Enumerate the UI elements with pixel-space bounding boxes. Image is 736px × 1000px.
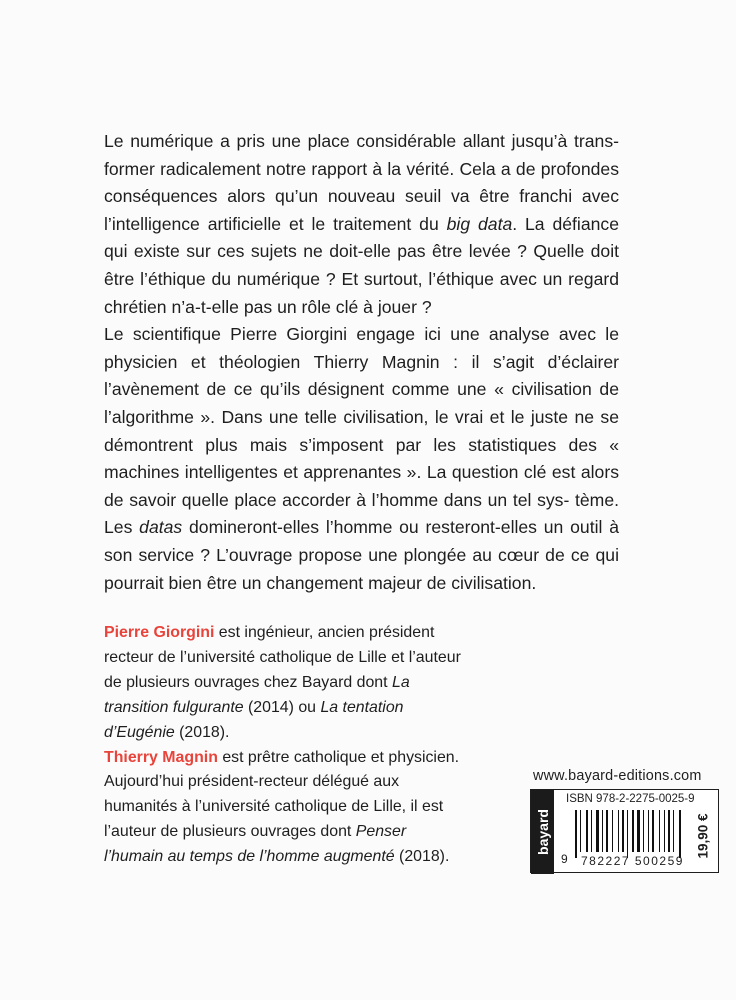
author-name-magnin: Thierry Magnin: [104, 748, 218, 766]
book-title: La transition fulgurante: [104, 673, 410, 716]
ean-digits: 782227 500259: [581, 854, 684, 868]
blurb-text: Le scientifique Pierre Giorgini engage ici une analyse avec: [104, 324, 596, 345]
barcode-bar: [618, 810, 619, 852]
blurb-text: être l’éthique du numérique ? Et surtout, l’éthique avec un regard: [104, 268, 619, 289]
blurb-text: former radicalement notre rapport à la vérité. Cela a de profondes: [104, 158, 619, 179]
price: 19,90 €: [695, 813, 711, 859]
barcode-bar: [591, 810, 592, 852]
blurb-text: ne se démontrent plus mais s’imposent par les statistiques des: [104, 406, 619, 455]
barcode-bar: [575, 810, 577, 858]
barcode-bar: [602, 810, 603, 852]
barcode-bar: [664, 810, 665, 852]
bio-text: est ingénieur, ancien président recteur de l’université catholique de Lille et l’auteur de plusieurs ouvrages chez Bayard dont: [104, 624, 461, 691]
isbn-text: ISBN 978-2-2275-0025-9: [566, 793, 695, 805]
bio-text: (2018).: [394, 848, 450, 866]
publisher-logo-text: bayard: [534, 809, 551, 855]
bio-text: est prêtre catholique et physicien. Aujourd’hui président-recteur délégué aux humanités à l’université catholique de Lille, il est l’auteur de plusieurs ouvrages dont: [104, 748, 460, 841]
blurb-text: domineront-elles l’homme ou resteront-elles un: [182, 517, 564, 538]
publisher-website: www.bayard-editions.com: [533, 768, 702, 784]
blurb-text: de l’algorithme ». Dans une telle civilisation, le vrai et le juste: [104, 379, 619, 427]
barcode-bars: [575, 810, 693, 858]
barcode-bar: [668, 810, 670, 852]
barcode-bar: [673, 810, 674, 852]
book-title: La tentation d’Eugénie: [104, 698, 404, 741]
blurb-text: tème. Les: [104, 489, 619, 538]
back-cover-blurb: [104, 128, 619, 597]
barcode-bar: [643, 810, 644, 852]
ean-first-digit: 9: [561, 852, 568, 866]
blurb-paragraph-1: [104, 128, 619, 321]
blurb-text: l’intelligence artificielle et le traitement du: [104, 213, 447, 234]
blurb-text: . La défiance: [512, 213, 619, 234]
barcode-bar: [580, 810, 581, 852]
barcode-bar: [659, 810, 660, 852]
barcode-bar: [612, 810, 613, 852]
barcode-bar: [606, 810, 608, 852]
author-bios: [104, 621, 461, 870]
bio-text: (2018).: [174, 723, 230, 741]
barcode-box: [530, 789, 719, 873]
barcode-bar: [679, 810, 681, 858]
barcode-bar: [627, 810, 628, 858]
blurb-text: alors de savoir quelle place accorder à l’homme dans un tel sys-: [104, 462, 619, 510]
blurb-paragraph-2: [104, 321, 619, 597]
barcode-bar: [586, 810, 588, 852]
blurb-text: qui existe sur ces sujets ne doit-elle pas être levée ? Quelle doit: [104, 241, 619, 262]
blurb-italic-term: datas: [139, 517, 183, 538]
barcode-bar: [622, 810, 624, 852]
bio-text: (2014) ou: [243, 698, 321, 716]
blurb-text: « machines intelligentes et apprenantes ». La question clé est: [104, 434, 620, 483]
barcode-bar: [648, 810, 649, 852]
blurb-text: chrétien n’a-t-elle pas un rôle clé à jouer ?: [104, 296, 432, 317]
barcode-bar: [596, 810, 599, 852]
book-title: Penser l’humain au temps de l’homme augmenté: [104, 823, 407, 866]
barcode-bar: [637, 810, 640, 852]
bio-giorgini: [104, 621, 461, 746]
blurb-text: ce qui pourrait bien être un changement majeur de civilisation.: [104, 544, 619, 593]
blurb-italic-term: big data: [446, 213, 513, 234]
blurb-text: Le numérique a pris une place considérable allant jusqu’à trans-: [104, 131, 619, 151]
blurb-text: conséquences alors qu’un nouveau seuil va être franchi avec: [104, 186, 619, 207]
author-name-giorgini: Pierre Giorgini: [104, 624, 215, 641]
barcode-bar: [652, 810, 654, 852]
blurb-text: outil à son service ? L’ouvrage propose une plongée au cœur de: [104, 517, 619, 565]
barcode-bar: [632, 810, 634, 852]
blurb-text: l’avènement de ce qu’ils désignent comme une « civilisation: [104, 379, 592, 400]
bio-magnin: [104, 746, 461, 871]
publisher-logo: [531, 790, 554, 874]
blurb-text: le physicien et théologien Thierry Magnin : il s’agit d’éclairer: [104, 324, 619, 372]
